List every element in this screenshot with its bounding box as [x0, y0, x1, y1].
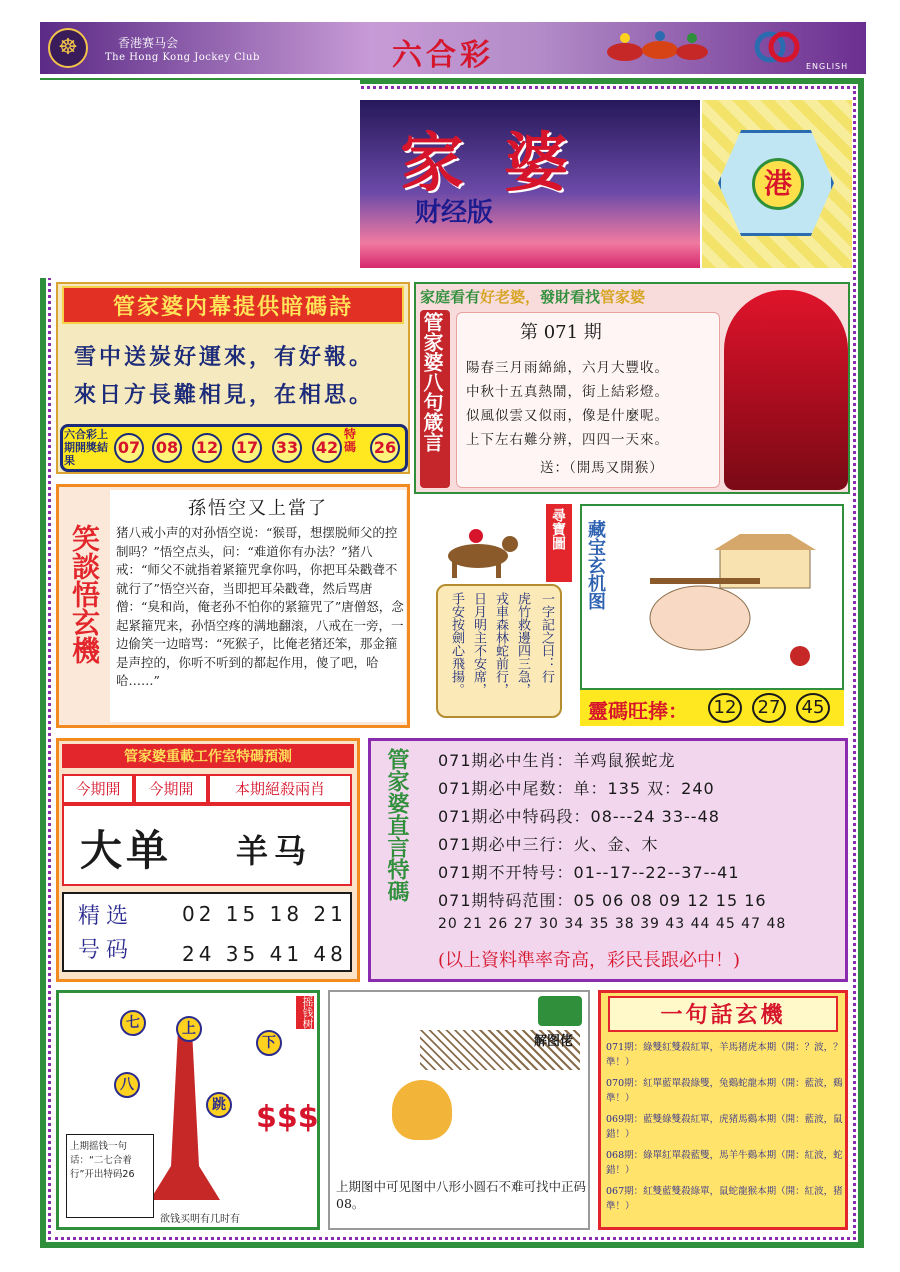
history-line: 069期：藍雙綠雙殺紅單，虎猪馬鷄本期（開：藍波，鼠錯！） — [606, 1114, 843, 1140]
scroll-column: 一字記之曰：行 — [539, 592, 554, 683]
scene-title: 藏宝玄机图 — [585, 520, 606, 610]
result-ball: 17 — [232, 433, 262, 463]
prediction-header: 本期絕殺兩肖 — [208, 774, 352, 804]
tip-line: 071期必中尾数：单：135 双：240 — [438, 779, 715, 798]
blank-area — [38, 80, 360, 278]
saying-bonus: 送：（開馬又開猴） — [540, 460, 664, 476]
scroll-column: 手安按劍心飛揚。 — [449, 592, 464, 696]
lucky-number: 12 — [708, 693, 742, 723]
money-tree-note: 上期摇钱一句话：“二七合着行”开出特码26 — [70, 1141, 135, 1180]
direct-tips-vertical-title: 管家婆直言特碼 — [384, 748, 410, 902]
cottage-scene-icon — [640, 528, 836, 678]
club-name-cn: 香港赛马会 — [118, 36, 179, 50]
treasure-tag-label: 尋寶圖 — [550, 508, 566, 550]
poem-line: 雪中送炭好運來，有好報。 — [74, 344, 375, 370]
tree-ball: 上 — [176, 1016, 202, 1042]
masthead-title: 家婆 — [400, 126, 608, 201]
picture-guy-label: 解图佬 — [534, 1034, 574, 1049]
result-ball: 33 — [272, 433, 302, 463]
saying-line: 上下左右難分辨，四四一天來。 — [466, 432, 669, 448]
hkjc-logo-icon[interactable]: ☸ — [48, 28, 88, 68]
saying-line: 似風似雲又似雨，像是什麼呢。 — [466, 408, 669, 424]
tree-ball: 下 — [256, 1030, 282, 1056]
saying-line: 中秋十五真熱鬧，街上結彩燈。 — [466, 384, 669, 400]
duck-illustration — [392, 1080, 452, 1140]
poem-title: 管家婆内幕提供暗碼詩 — [112, 294, 353, 320]
history-line: 071期：綠雙紅雙殺紅單，羊馬猪虎本期（開：？波，？準！） — [606, 1042, 843, 1068]
eight-headline — [420, 286, 645, 307]
history-line: 067期：紅雙藍雙殺綠單，鼠蛇龍猴本期（開：紅波，猪準！） — [606, 1186, 843, 1212]
saying-line: 陽春三月雨綿綿，六月大豐收。 — [466, 360, 669, 376]
special-number-label: 特碼 — [344, 427, 357, 454]
headline-part: 管家婆 — [600, 288, 646, 306]
prediction-header: 今期開 — [62, 774, 134, 804]
one-sentence-title: 一句話玄機 — [660, 1002, 786, 1028]
lucky-number-label: 靈碼旺捧： — [588, 699, 688, 723]
poem-line: 來日方長難相見，在相思。 — [74, 382, 375, 408]
scroll-column: 虎竹救邊四三急， — [515, 592, 530, 696]
tree-ball: 八 — [114, 1072, 140, 1098]
mark-six-logo-icon — [752, 30, 802, 64]
money-symbols: $$$ — [256, 1100, 319, 1135]
issue-number: 第 071 期 — [520, 322, 602, 343]
tree-ball: 七 — [120, 1010, 146, 1036]
tip-line: 071期必中生肖：羊鸡鼠猴蛇龙 — [438, 751, 676, 770]
tree-ball: 跳 — [206, 1092, 232, 1118]
lucky-number: 45 — [796, 693, 830, 723]
prediction-zodiac: 羊马 — [236, 832, 313, 870]
result-ball: 08 — [152, 433, 182, 463]
prediction-title: 管家婆重載工作室特碼預測 — [124, 749, 292, 765]
scroll-column: 日月明主不安席， — [471, 592, 486, 696]
prediction-header: 今期開 — [134, 774, 208, 804]
eight-vertical-title: 管家婆八句箴言 — [420, 312, 444, 452]
tip-line: 20 21 26 27 30 34 35 38 39 43 44 45 47 48 — [438, 916, 787, 932]
picked-numbers-row: 02 15 18 21 — [182, 902, 347, 926]
masthead-subtitle: 财经版 — [415, 198, 494, 228]
club-name-en: The Hong Kong Jockey Club — [105, 52, 260, 63]
headline-part: 發財看找 — [540, 288, 601, 306]
tip-line: 071期必中三行：火、金、木 — [438, 835, 659, 854]
picture-guy-icon — [538, 996, 582, 1026]
english-link[interactable]: ENGLISH — [806, 62, 849, 71]
picture-caption: 上期图中可见图中八形小圆石不难可找中正码08。 — [336, 1179, 587, 1211]
lucky-number: 27 — [752, 693, 786, 723]
direct-tips-footer: (以上資料準率奇高，彩民長跟必中！) — [438, 950, 741, 971]
headline-part: 家庭看有 — [420, 288, 481, 306]
joke-text: 猪八戒小声的对孙悟空说：“猴哥，想摆脱师父的控制吗？”悟空点头，问：“难道你有办法？”猪八戒：“师父不就指着紧箍咒拿你吗，你把耳朵戳聋不就行了”悟空兴奋，当即把耳朵戳聋，然后骂唐僧：“臭和尚，俺老孙不怕你的紧箍咒了”唐僧怒，念起紧箍咒来，孙悟空疼的满地翻滚，八戒在一旁，一边偷笑一边暗骂：“死猴子，比俺老猪还笨，那金箍是声控的，你听不听到的都起作用，傻了吧，哈哈……” — [116, 525, 404, 688]
money-tree-caption: 欲钱买明有几时有 — [160, 1214, 240, 1225]
joke-vertical-title: 笑談悟玄機 — [68, 524, 101, 664]
prediction-big-small: 大单 — [80, 826, 173, 875]
picked-numbers-row: 24 35 41 48 — [182, 942, 347, 966]
lottery-title: 六合彩 — [392, 38, 494, 73]
tip-line: 071期必中特码段：08---24 33--48 — [438, 807, 720, 826]
joke-title: 孫悟空又上當了 — [188, 498, 328, 519]
result-ball: 07 — [114, 433, 144, 463]
money-tree-tag: 摇钱树 — [296, 996, 314, 1029]
bride-image — [724, 290, 848, 490]
tip-line: 071期特码范围：05 06 08 09 12 15 16 — [438, 891, 767, 910]
result-ball: 42 — [312, 433, 342, 463]
scroll-column: 戎車森林蛇前行， — [493, 592, 508, 696]
picked-numbers-label: 精选号码 — [78, 904, 135, 963]
jockey-horse-icon — [430, 520, 526, 580]
result-ball: 12 — [192, 433, 222, 463]
headline-part: 好老婆， — [480, 288, 541, 306]
racing-horses-icon — [600, 26, 710, 70]
tip-line: 071期不开特号：01--17--22--37--41 — [438, 863, 740, 882]
history-line: 070期：紅單藍單殺綠雙，兔鷄蛇龍本期（開：藍波，鷄準！） — [606, 1078, 843, 1104]
special-ball: 26 — [370, 433, 400, 463]
lantern-character: 港 — [752, 158, 804, 210]
history-line: 068期：綠單紅單殺藍雙，馬羊牛鷄本期（開：紅波，蛇錯！） — [606, 1150, 843, 1176]
last-result-label: 六合彩上期開獎結果 — [64, 428, 108, 467]
